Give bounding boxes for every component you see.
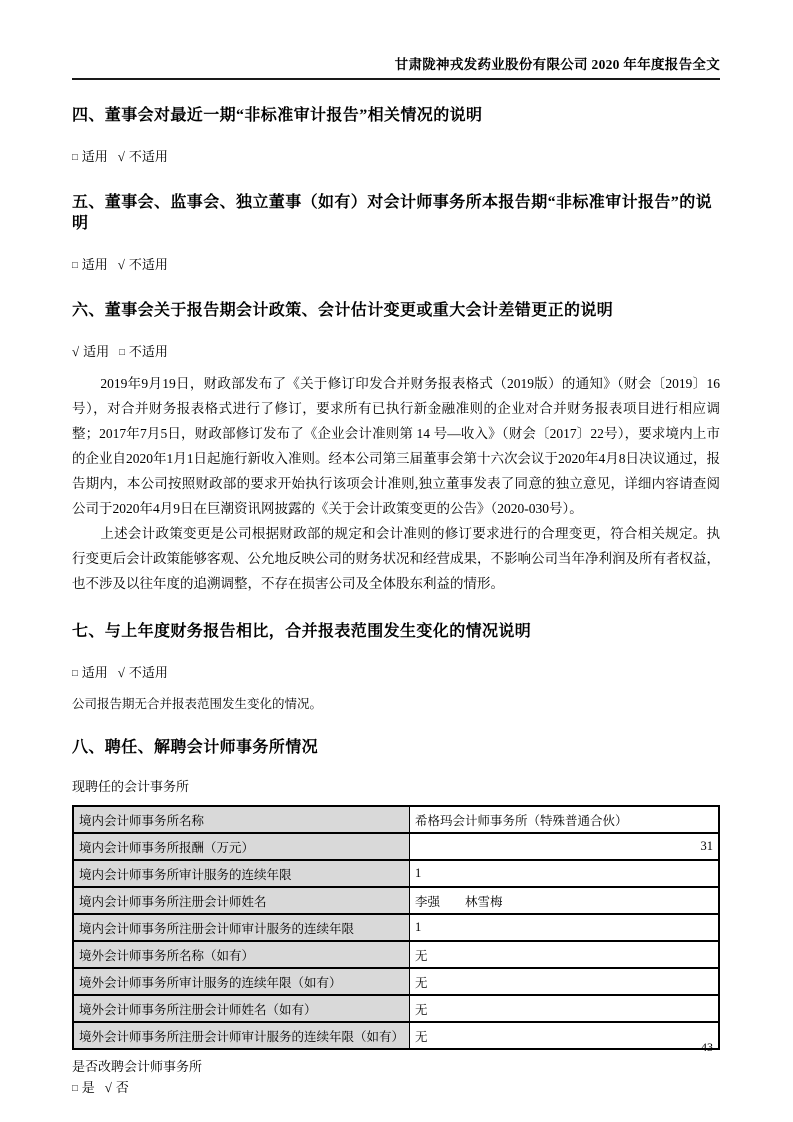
check-mark-icon: √ (72, 344, 80, 359)
firm-table-label-cell: 境内会计师事务所注册会计师姓名 (73, 887, 410, 914)
checkbox-unchecked-icon: □ (72, 669, 78, 679)
table-row (73, 941, 719, 968)
firm-table-value-cell: 希格玛会计师事务所（特殊普通合伙） (410, 806, 719, 833)
section-5-applicability (72, 257, 720, 275)
check-mark-icon: √ (117, 149, 125, 164)
firm-table-label-cell: 境内会计师事务所审计服务的连续年限 (73, 860, 410, 887)
firm-table-value-cell: 无 (410, 1022, 719, 1049)
not-applicable-label: 不适用 (128, 257, 168, 272)
firm-table-label-cell: 境外会计师事务所注册会计师审计服务的连续年限（如有） (73, 1022, 410, 1049)
section-4-applicability (72, 149, 720, 167)
yes-label: 是 (81, 1080, 95, 1095)
checkbox-unchecked-icon: □ (72, 261, 78, 271)
section-6-heading: 六、董事会关于报告期会计政策、会计估计变更或重大会计差错更正的说明 (72, 302, 614, 319)
check-mark-icon: √ (117, 665, 125, 680)
firm-table-value-cell: 无 (410, 968, 719, 995)
firm-table-label-cell: 境内会计师事务所名称 (73, 806, 410, 833)
policy-change-paragraph-2: 上述会计政策变更是公司根据财政部的规定和会计准则的修订要求进行的合理变更，符合相关规定。执行变更后会计政策能够客观、公允地反映公司的财务状况和经营成果，不影响公司当年净利润及所有者权益，也不涉及以往年度的追溯调整，不存在损害公司及全体股东利益的情形。 (72, 526, 720, 591)
not-applicable-label: 不适用 (128, 665, 168, 680)
firm-table-value-cell: 31 (410, 833, 719, 860)
firm-table-value-cell: 1 (410, 914, 719, 941)
section-7-heading: 七、与上年度财务报告相比，合并报表范围发生变化的情况说明 (72, 623, 532, 640)
firm-table-label-cell: 境外会计师事务所注册会计师姓名（如有） (73, 995, 410, 1022)
table-row (73, 887, 719, 914)
report-header (72, 53, 720, 80)
table-row (73, 806, 719, 833)
checkbox-unchecked-icon: □ (72, 153, 78, 163)
checkbox-unchecked-icon: □ (72, 1084, 78, 1094)
applicable-label: 适用 (81, 149, 108, 164)
applicable-label: 适用 (83, 344, 110, 359)
section-8-heading: 八、聘任、解聘会计师事务所情况 (72, 739, 319, 756)
section-6-applicability (72, 344, 720, 362)
accounting-firm-table-body (73, 806, 719, 1049)
table-row (73, 833, 719, 860)
table-row (73, 860, 719, 887)
table-row (73, 1022, 719, 1049)
check-mark-icon: √ (117, 257, 125, 272)
checkbox-unchecked-icon: □ (119, 348, 125, 358)
current-firm-label: 现聘任的会计事务所 (72, 779, 190, 794)
applicable-label: 适用 (81, 257, 108, 272)
firm-table-label-cell: 境外会计师事务所审计服务的连续年限（如有） (73, 968, 410, 995)
firm-table-label-cell: 境外会计师事务所名称（如有） (73, 941, 410, 968)
table-row (73, 968, 719, 995)
firm-table-value-cell: 1 (410, 860, 719, 887)
table-row (73, 914, 719, 941)
firm-table-label-cell: 境内会计师事务所报酬（万元） (73, 833, 410, 860)
scope-change-note: 公司报告期无合并报表范围发生变化的情况。 (72, 697, 323, 711)
firm-table-value-cell: 无 (410, 995, 719, 1022)
section-5-heading: 五、董事会、监事会、独立董事（如有）对会计师事务所本报告期“非标准审计报告”的说明 (72, 194, 713, 232)
firm-table-value-cell: 无 (410, 941, 719, 968)
table-row (73, 995, 719, 1022)
applicable-label: 适用 (81, 665, 108, 680)
not-applicable-label: 不适用 (128, 344, 168, 359)
check-mark-icon: √ (104, 1080, 112, 1095)
firm-table-value-cell: 李强 林雪梅 (410, 887, 719, 914)
page-number: 43 (701, 1040, 713, 1054)
section-4-heading: 四、董事会对最近一期“非标准审计报告”相关情况的说明 (72, 107, 483, 124)
not-applicable-label: 不适用 (128, 149, 168, 164)
report-header-title: 甘肃陇神戎发药业股份有限公司 2020 年年度报告全文 (394, 57, 720, 72)
policy-change-paragraphs (72, 371, 720, 596)
change-firm-answer (72, 1080, 720, 1098)
accounting-firm-table (72, 805, 720, 1050)
change-firm-question: 是否改聘会计师事务所 (72, 1059, 203, 1074)
firm-table-label-cell: 境内会计师事务所注册会计师审计服务的连续年限 (73, 914, 410, 941)
policy-change-paragraph-1: 2019年9月19日，财政部发布了《关于修订印发合并财务报表格式（2019版）的通知》（财会〔2019〕16号），对合并财务报表格式进行了修订，要求所有已执行新金融准则的企业对合并财务报表项目进行相应调整；2017年7月5日，财政部修订发布了《企业会计准则第 14 号—收入》（财会〔2017〕22号），要求境内上市的企业自2020年1月1日起施行新收入准则。经本公司第三届董事会第十六次会议于2020年4月8日决议通过，报告期内，本公司按照财政部的要求开始执行该项会计准则,独立董事发表了同意的独立意见，详细内容请查阅公司于2020年4月9日在巨潮资讯网披露的《关于会计政策变更的公告》（2020-030号）。 (72, 376, 720, 516)
no-label: 否 (115, 1080, 129, 1095)
section-7-applicability (72, 665, 720, 683)
